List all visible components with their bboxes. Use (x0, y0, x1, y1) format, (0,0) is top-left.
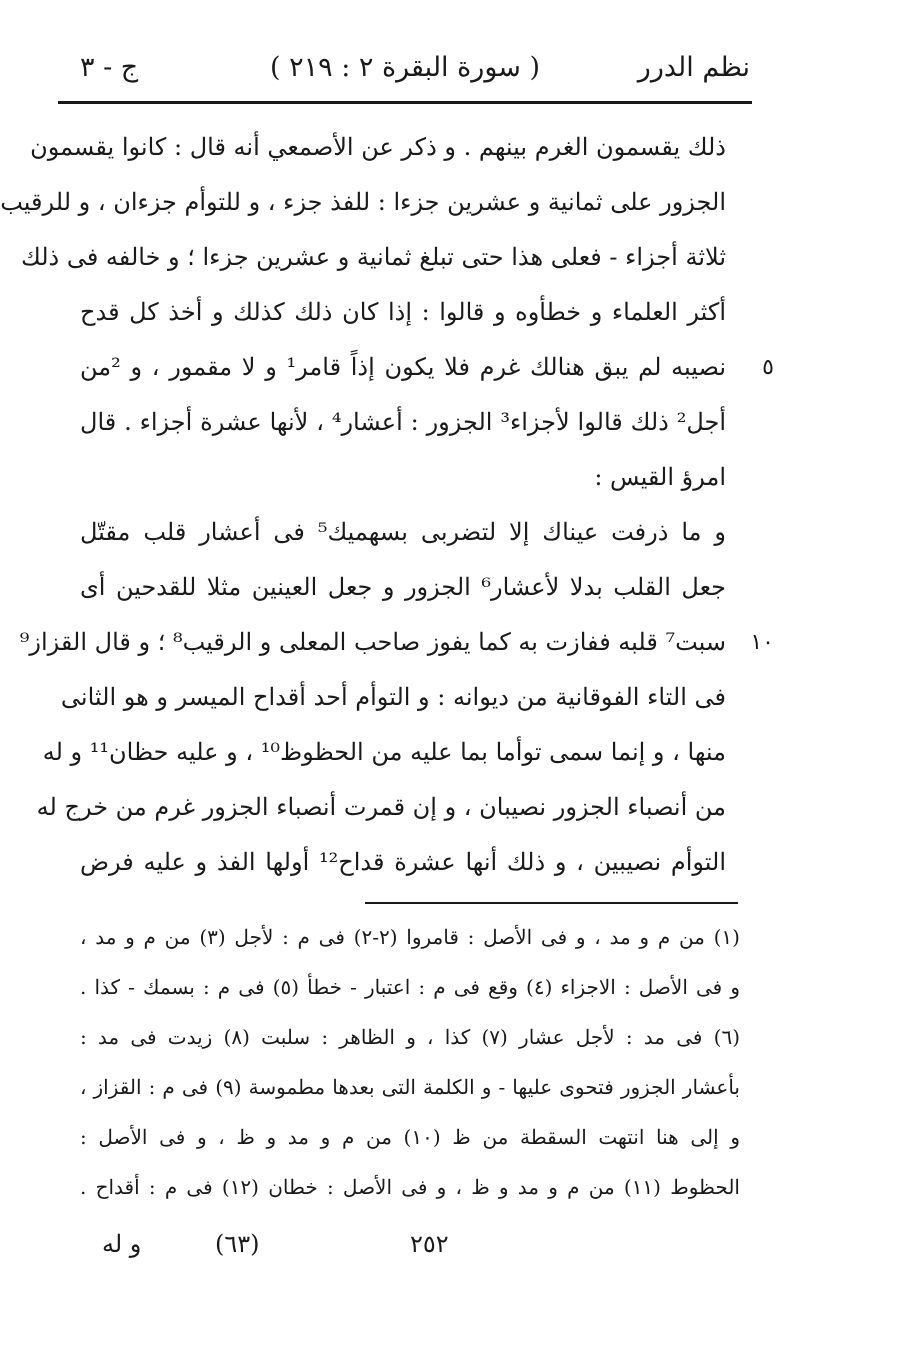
main-text (0, 120, 774, 890)
text-line: منها ، و إنما سمى توأما بما عليه من الحظوظ¹⁰ ، و عليه حظان¹¹ و له (42, 738, 726, 766)
line-number: ١٠ (750, 630, 774, 655)
verse-line: و ما ذرفت عيناك إلا لتضربى بسهميك⁵ فى أعشار قلب مقتّل (80, 518, 726, 546)
line-number: ٥ (762, 355, 774, 380)
signature-number: (٦٣) (215, 1230, 260, 1258)
footnote-rule (365, 902, 738, 904)
text-line: من أنصباء الجزور نصيبان ، و إن قمرت أنصباء الجزور غرم من خرج له (36, 793, 726, 821)
footnote-line: (٦) فى مد : لأجل عشار (٧) كذا ، و الظاهر : سلبت (٨) زيدت فى مد : (80, 1025, 741, 1049)
footnote-line: الحظوط (١١) من م و مد و ظ ، و فى الأصل : خطان (١٢) فى م : أقداح . (80, 1175, 740, 1199)
text-line: امرؤ القيس : (594, 463, 726, 491)
text-line: فى التاء الفوقانية من ديوانه : و التوأم أحد أقداح الميسر و هو الثانى (60, 683, 726, 711)
book-title: نظم الدرر (637, 52, 750, 83)
footnote-line: و فى الأصل : الاجزاء (٤) وقع فى م : اعتبار - خطأ (٥) فى م : بسمك - كذا . (80, 975, 740, 999)
footnote-line: بأعشار الجزور فتحوى عليها - و الكلمة التى بعدها مطموسة (٩) فى م : القزاز ، (80, 1075, 740, 1099)
text-line: أجل² ذلك قالوا لأجزاء³ الجزور : أعشار⁴ ، لأنها عشرة أجزاء . قال (80, 408, 727, 436)
text-line: التوأم نصيبين ، و ذلك أنها عشرة قداح¹² أولها الفذ و عليه فرض (80, 848, 726, 876)
text-line: الجزور على ثمانية و عشرين جزءا : للفذ جزء ، و للتوأم جزءان ، و للرقيب (0, 188, 726, 216)
footnote-line: (١) من م و مد ، و فى الأصل : قامروا (٢-٢) فى م : لأجل (٣) من م و مد ، (80, 925, 740, 949)
surah-reference: ( سورة البقرة ۲ : ۲۱۹ ) (269, 52, 541, 83)
text-line: ثلاثة أجزاء - فعلى هذا حتى تبلغ ثمانية و عشرين جزءا ؛ و خالفه فى ذلك (20, 243, 726, 271)
footnotes (80, 912, 740, 1212)
page-number: ۲٥۲ (410, 1230, 449, 1258)
page-footer (80, 1230, 740, 1270)
header-rule (58, 101, 752, 104)
text-line: جعل القلب بدلا لأعشار⁶ الجزور و جعل العينين مثلا للقدحين أى (80, 573, 726, 601)
catchword: و له (102, 1230, 142, 1258)
text-line: أكثر العلماء و خطأوه و قالوا : إذا كان ذلك كذلك و أخذ كل قدح (80, 298, 726, 326)
footnote-line: و إلى هنا انتهت السقطة من ظ (١٠) من م و مد و ظ ، و فى الأصل : (80, 1125, 740, 1149)
text-line: ٥ نصيبه لم يبق هنالك غرم فلا يكون إذاً قامر¹ و لا مقمور ، و ²من (80, 340, 726, 395)
text-line: ١٠ سبت⁷ قلبه ففازت به كما يفوز صاحب المعلى و الرقيب⁸ ؛ و قال القزاز⁹ (80, 615, 726, 670)
running-header (60, 52, 750, 92)
text-line: ذلك يقسمون الغرم بينهم . و ذكر عن الأصمعي أنه قال : كانوا يقسمون (30, 133, 726, 161)
volume-label: ج - ۳ (80, 52, 139, 83)
